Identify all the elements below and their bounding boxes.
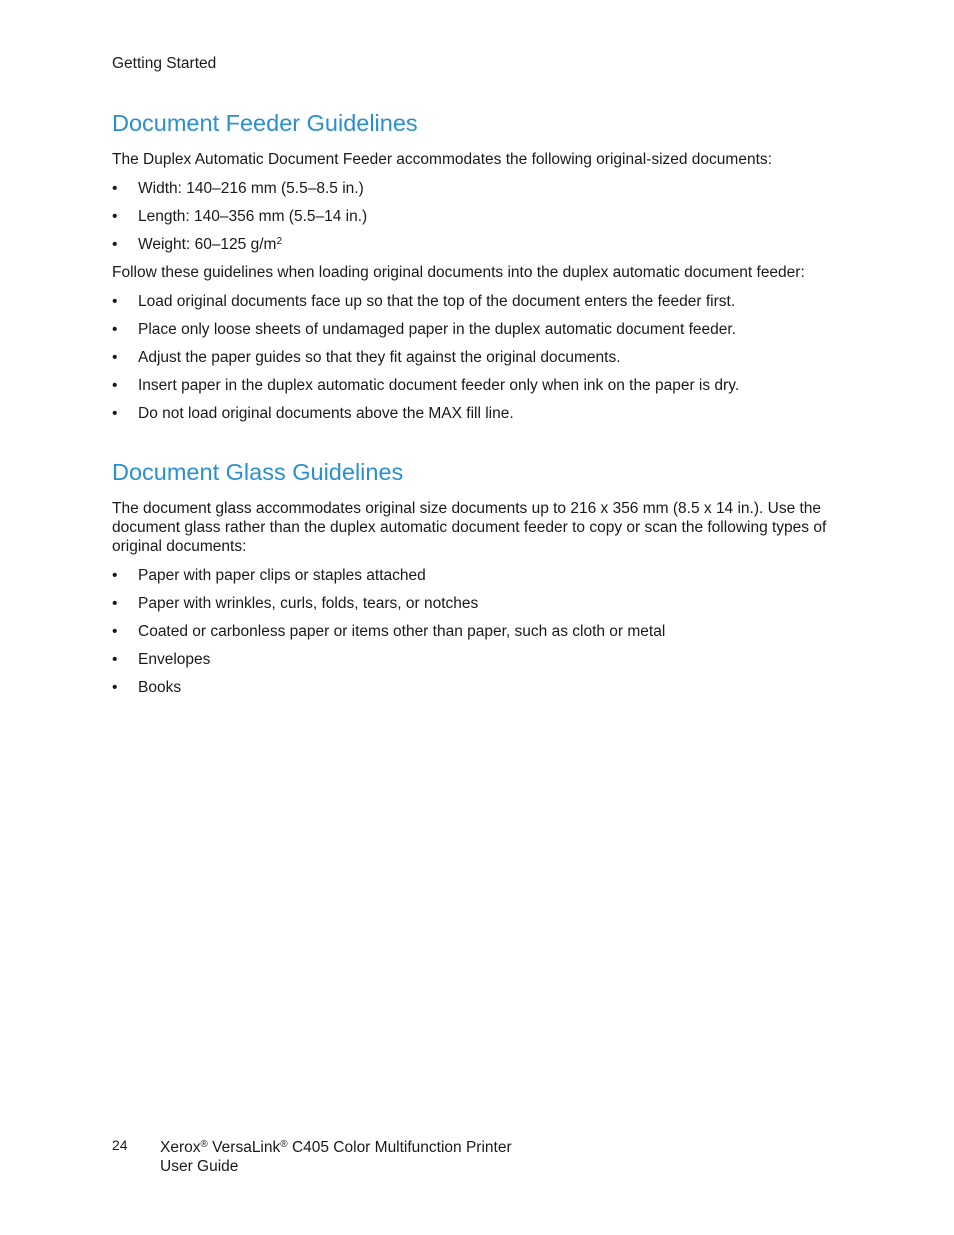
list-item [112, 320, 852, 339]
list-item [112, 622, 852, 641]
footer-product-info [160, 1138, 512, 1176]
bullet: • [112, 405, 118, 422]
glass-item-text: Paper with wrinkles, curls, folds, tears, or notches [138, 595, 479, 612]
list-item [112, 179, 852, 198]
list-item [112, 207, 852, 226]
running-head: Getting Started [112, 55, 217, 72]
spec-weight: Weight: 60–125 g/m [138, 236, 277, 253]
list-item [112, 235, 852, 254]
guideline-text: Load original documents face up so that the top of the document enters the feeder first. [138, 293, 736, 310]
bullet: • [112, 236, 118, 253]
page-number: 24 [112, 1137, 128, 1153]
bullet: • [112, 208, 118, 225]
spec-width: Width: 140–216 mm (5.5–8.5 in.) [138, 180, 364, 197]
footer-model: C405 Color Multifunction Printer [287, 1139, 512, 1156]
feeder-spec-list [112, 179, 852, 254]
bullet: • [112, 623, 118, 640]
registered-mark: ® [280, 1139, 288, 1150]
guideline-text: Adjust the paper guides so that they fit against the original documents. [138, 349, 621, 366]
footer-guide: User Guide [160, 1158, 239, 1175]
bullet: • [112, 377, 118, 394]
footer-product-line [160, 1138, 512, 1157]
glass-heading: Document Glass Guidelines [112, 459, 404, 485]
spec-length: Length: 140–356 mm (5.5–14 in.) [138, 208, 368, 225]
bullet: • [112, 679, 118, 696]
bullet: • [112, 349, 118, 366]
list-item [112, 348, 852, 367]
bullet: • [112, 595, 118, 612]
bullet: • [112, 567, 118, 584]
glass-item-text: Paper with paper clips or staples attached [138, 567, 426, 584]
list-item [112, 376, 852, 395]
feeder-guideline-list [112, 292, 852, 423]
list-item [112, 566, 852, 585]
glass-item-list [112, 566, 852, 697]
guideline-text: Do not load original documents above the MAX fill line. [138, 405, 514, 422]
page-content [112, 108, 852, 706]
bullet: • [112, 321, 118, 338]
list-item [112, 404, 852, 423]
guideline-text: Insert paper in the duplex automatic document feeder only when ink on the paper is dry. [138, 377, 740, 394]
feeder-heading: Document Feeder Guidelines [112, 110, 418, 136]
glass-item-text: Envelopes [138, 651, 211, 668]
footer-product-name: VersaLink [207, 1139, 281, 1156]
bullet: • [112, 180, 118, 197]
list-item [112, 650, 852, 669]
guideline-text: Place only loose sheets of undamaged paper in the duplex automatic document feeder. [138, 321, 737, 338]
weight-superscript: 2 [276, 236, 283, 247]
list-item [112, 678, 852, 697]
bullet: • [112, 651, 118, 668]
feeder-follow-text: Follow these guidelines when loading original documents into the duplex automatic document feeder: [112, 264, 805, 281]
list-item [112, 292, 852, 311]
glass-intro: The document glass accommodates original size documents up to 216 x 356 mm (8.5 x 14 in.). Use the document glass rather than the duplex automatic document feeder to copy or scan the following types of original documents: [112, 500, 827, 555]
glass-item-text: Coated or carbonless paper or items other than paper, such as cloth or metal [138, 623, 666, 640]
list-item [112, 594, 852, 613]
footer-brand: Xerox [160, 1139, 201, 1156]
glass-item-text: Books [138, 679, 182, 696]
registered-mark: ® [200, 1139, 208, 1150]
feeder-intro: The Duplex Automatic Document Feeder accommodates the following original-sized documents: [112, 151, 772, 168]
bullet: • [112, 293, 118, 310]
